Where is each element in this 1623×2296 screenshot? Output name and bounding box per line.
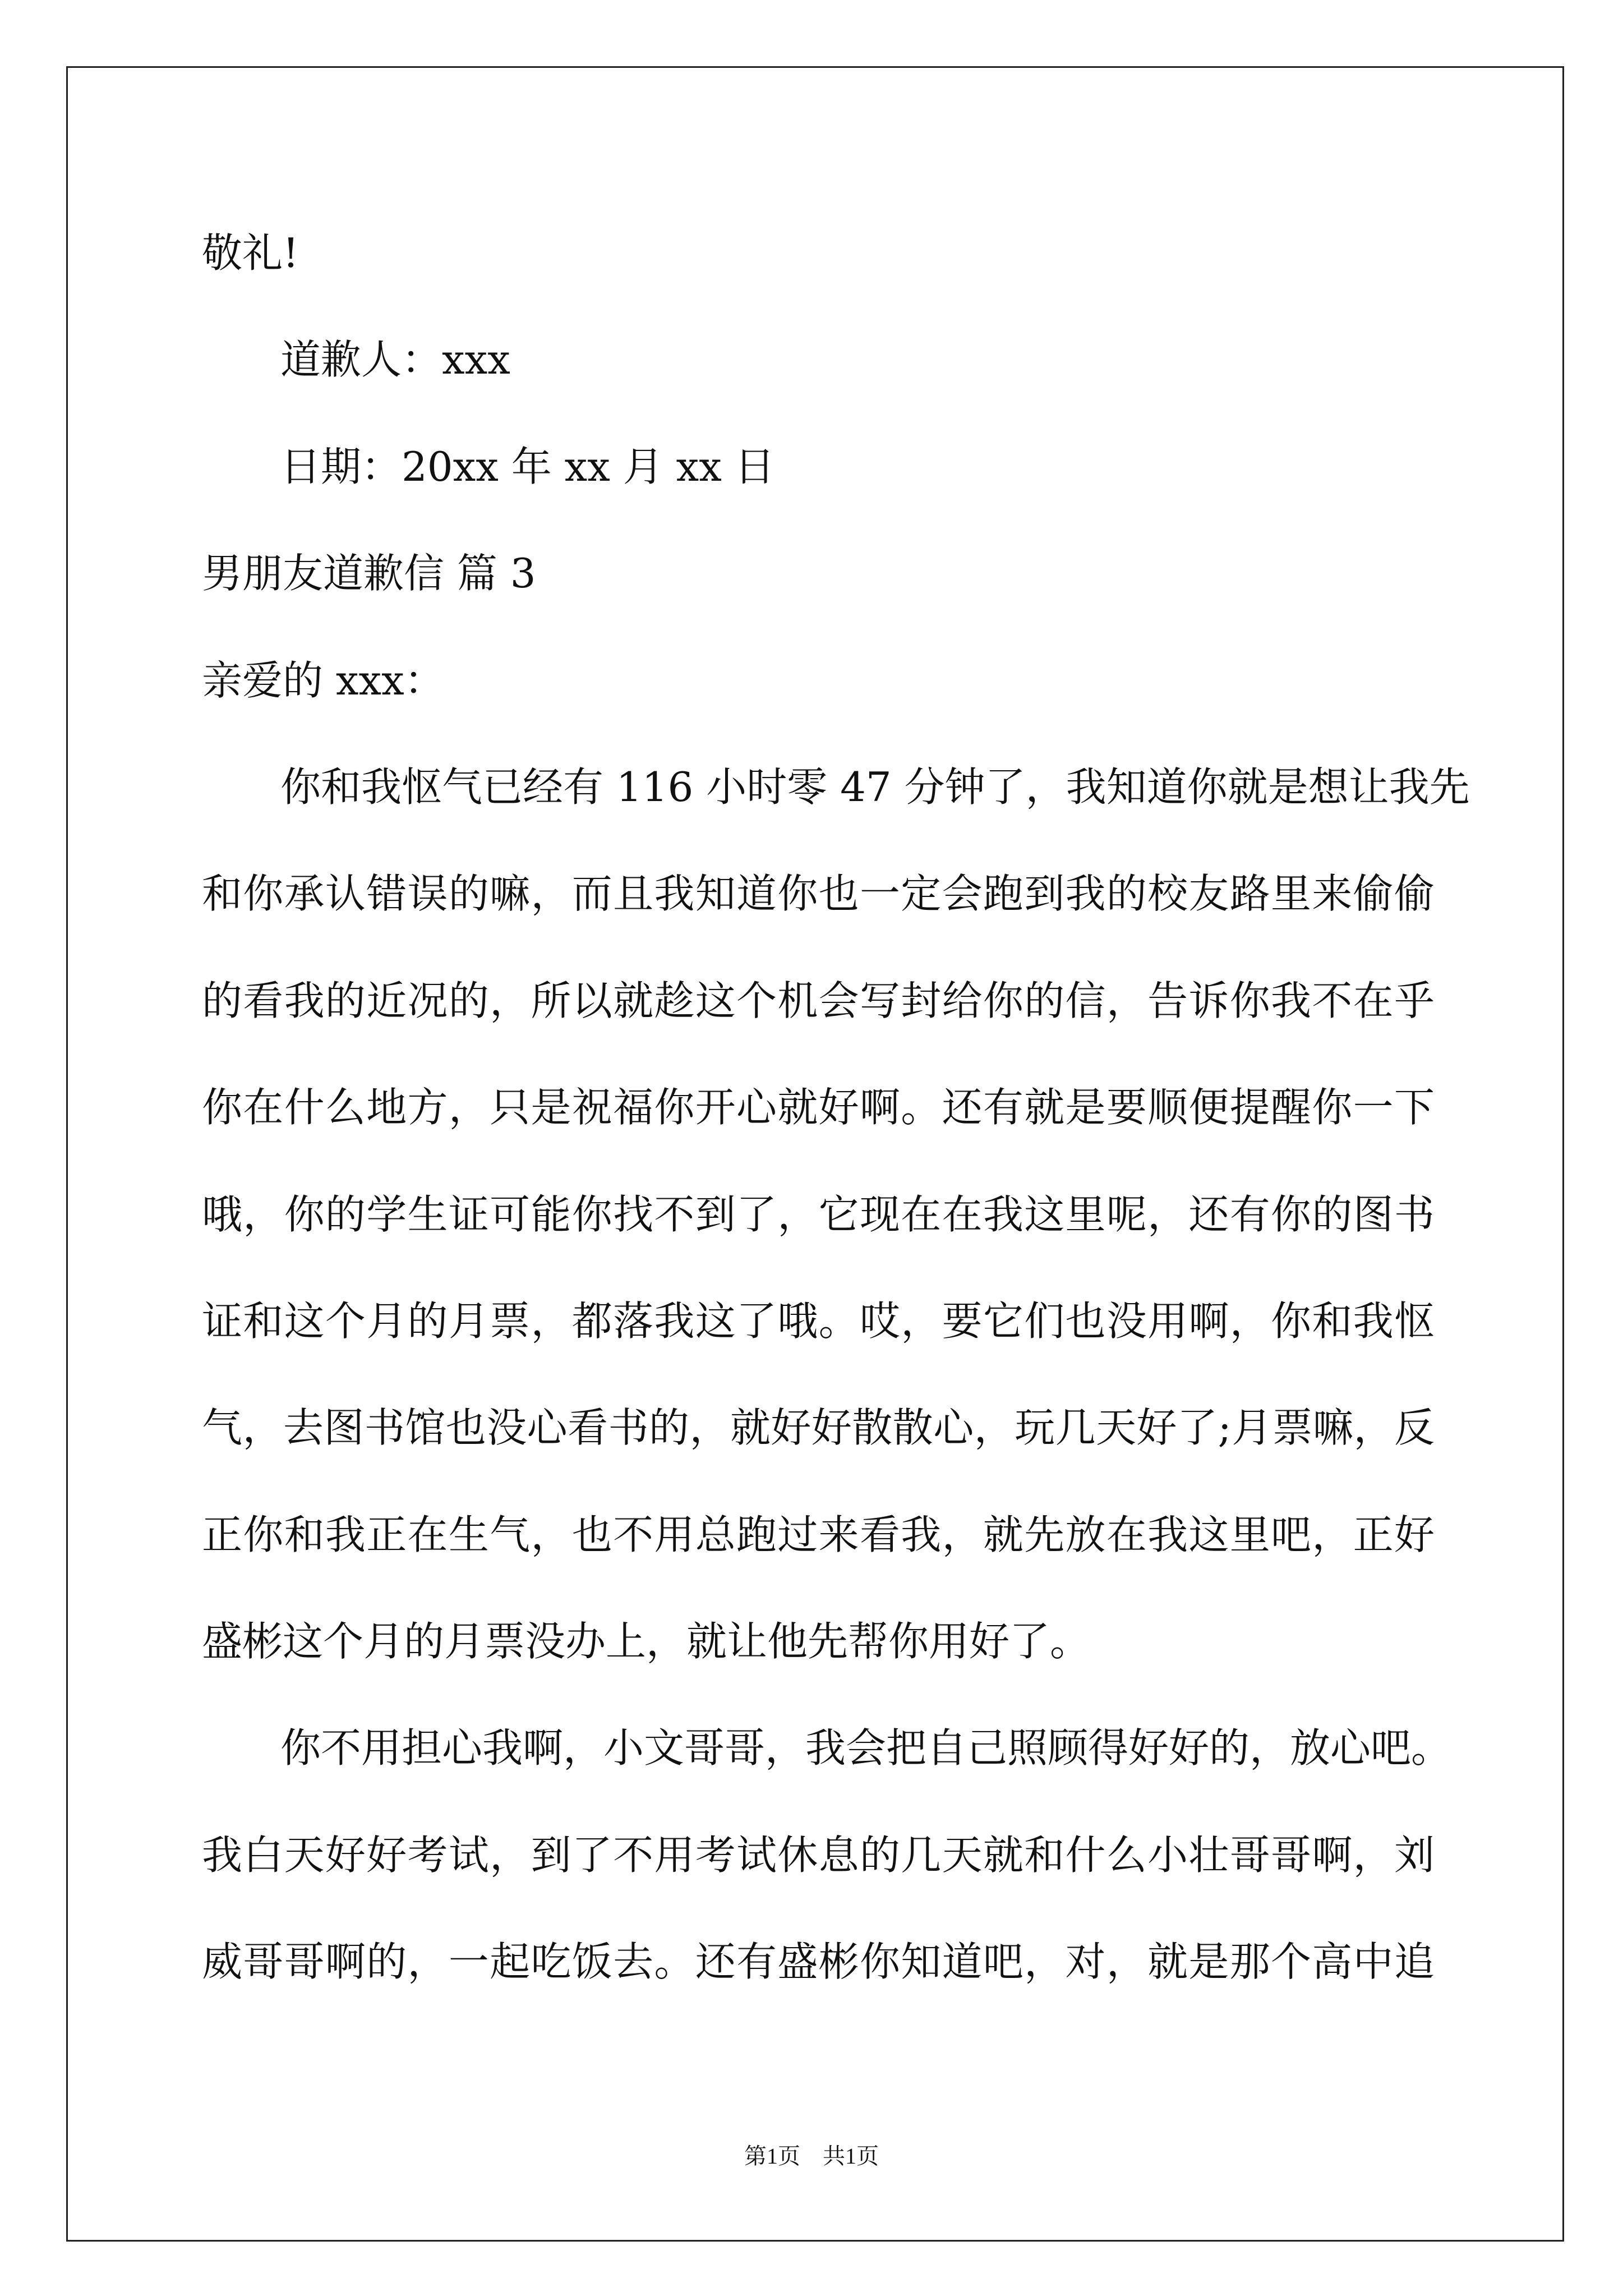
body-line: 正你和我正在生气，也不用总跑过来看我，就先放在我这里吧，正好 [202,1511,1435,1558]
body-line: 你不用担心我啊，小文哥哥，我会把自己照顾得好好的，放心吧。 [280,1724,1452,1772]
body-line: 你在什么地方，只是祝福你开心就好啊。还有就是要顺便提醒你一下 [202,1084,1435,1131]
page-number-total: 共1页 [823,2143,879,2169]
body-line: 证和这个月的月票，都落我这了哦。哎，要它们也没用啊，你和我怄 [202,1297,1435,1345]
page-number-current: 第1页 [744,2143,800,2169]
section-heading: 男朋友道歉信 篇 3 [202,550,536,597]
body-line: 的看我的近况的，所以就趁这个机会写封给你的信，告诉你我不在乎 [202,977,1435,1024]
closing-salutation: 敬礼! [202,229,299,277]
greeting: 亲爱的 xxx： [202,656,445,704]
body-line: 气，去图书馆也没心看书的，就好好散散心，玩几天好了;月票嘛，反 [202,1404,1435,1452]
page-footer [0,2142,1623,2171]
date-line: 日期：20xx 年 xx 月 xx 日 [280,443,775,490]
body-line: 威哥哥啊的，一起吃饭去。还有盛彬你知道吧，对，就是那个高中追 [202,1938,1435,1986]
body-line: 哦，你的学生证可能你找不到了，它现在在我这里呢，还有你的图书 [202,1190,1435,1238]
body-line: 和你承认错误的嘛，而且我知道你也一定会跑到我的校友路里来偷偷 [202,870,1435,918]
letter-body [202,200,1470,2016]
body-line: 你和我怄气已经有 116 小时零 47 分钟了，我知道你就是想让我先 [280,763,1470,811]
body-line: 盛彬这个月的月票没办上，就让他先帮你用好了。 [202,1618,1091,1665]
signature-line: 道歉人：xxx [280,336,510,384]
body-line: 我白天好好考试，到了不用考试休息的几天就和什么小壮哥哥啊，刘 [202,1831,1435,1879]
